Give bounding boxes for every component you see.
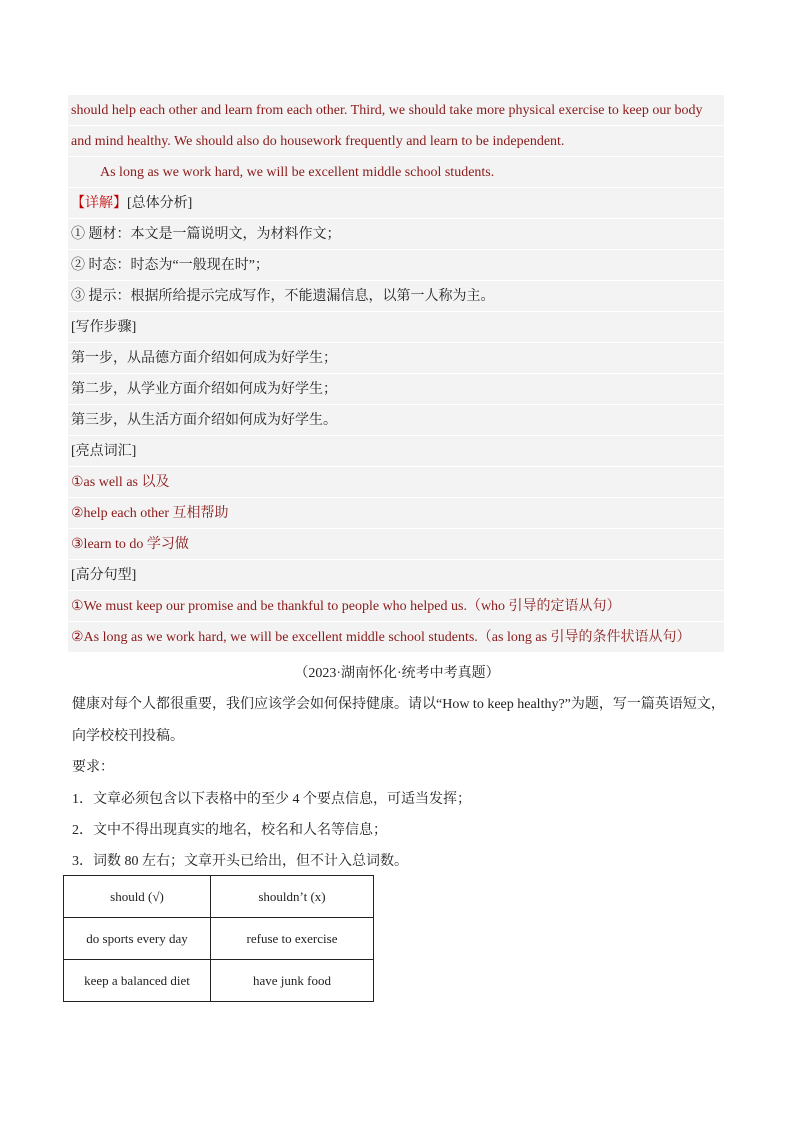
analysis-line: ② 时态：时态为“一般现在时”； — [68, 250, 724, 281]
vocab-line: ③learn to do 学习做 — [68, 529, 724, 560]
table-cell: keep a balanced diet — [64, 960, 211, 1002]
analysis-line: 第一步，从品德方面介绍如何成为好学生； — [68, 343, 724, 374]
analysis-line: [写作步骤] — [68, 312, 724, 343]
vocab-line: ②help each other 互相帮助 — [68, 498, 724, 529]
table-cell: shouldn’t (x) — [211, 876, 374, 918]
table-cell: have junk food — [211, 960, 374, 1002]
detail-bracket: 【详解】 — [71, 196, 127, 211]
table-cell: refuse to exercise — [211, 918, 374, 960]
sentence-line: ①We must keep our promise and be thankful to people who helped us.（who 引导的定语从句） — [68, 591, 724, 622]
sentence-heading: [高分句型] — [68, 560, 724, 591]
answer-line-1: should help each other and learn from each other. Third, we should take more physical exercise to keep our body — [68, 95, 724, 126]
requirements-label: 要求： — [72, 760, 114, 775]
prompt-line-1: 健康对每个人都很重要，我们应该学会如何保持健康。请以“How to keep healthy?”为题，写一篇英语短文， — [72, 697, 725, 712]
detail-heading — [68, 188, 724, 219]
requirement-item: 3．词数 80 左右；文章开头已给出，但不计入总词数。 — [72, 854, 408, 869]
sentence-line: ②As long as we work hard, we will be excellent middle school students.（as long as 引导的条件状语从句） — [68, 622, 724, 653]
prompt-line-2: 向学校校刊投稿。 — [72, 729, 184, 744]
analysis-line: ① 题材：本文是一篇说明文，为材料作文； — [68, 219, 724, 250]
points-table — [63, 875, 374, 1002]
detail-label: [总体分析] — [127, 196, 193, 211]
table-cell: should (√) — [64, 876, 211, 918]
analysis-line: [亮点词汇] — [68, 436, 724, 467]
answer-block — [68, 95, 724, 653]
question-source: （2023·湖南怀化·统考中考真题） — [294, 666, 500, 681]
table-row — [64, 876, 374, 918]
vocab-line: ①as well as 以及 — [68, 467, 724, 498]
table-cell: do sports every day — [64, 918, 211, 960]
answer-line-2: and mind healthy. We should also do housework frequently and learn to be independent. — [68, 126, 724, 157]
table-row — [64, 960, 374, 1002]
table-row — [64, 918, 374, 960]
requirement-item: 2．文中不得出现真实的地名，校名和人名等信息； — [72, 823, 387, 838]
analysis-line: 第二步，从学业方面介绍如何成为好学生； — [68, 374, 724, 405]
requirement-item: 1．文章必须包含以下表格中的至少 4 个要点信息，可适当发挥； — [72, 792, 471, 807]
analysis-line: ③ 提示：根据所给提示完成写作，不能遗漏信息，以第一人称为主。 — [68, 281, 724, 312]
analysis-line: 第三步，从生活方面介绍如何成为好学生。 — [68, 405, 724, 436]
answer-line-3: As long as we work hard, we will be excellent middle school students. — [68, 157, 724, 188]
